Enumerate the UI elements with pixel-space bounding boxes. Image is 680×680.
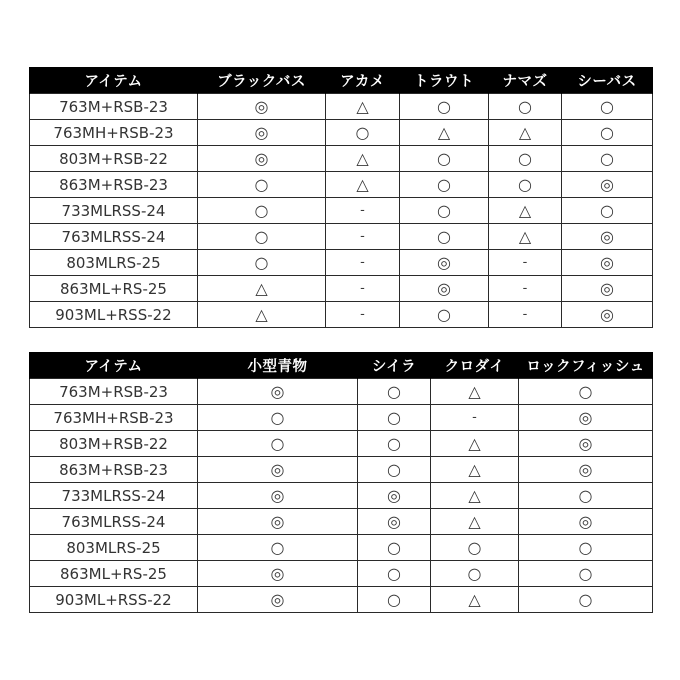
rating-cell: ○ bbox=[326, 120, 400, 146]
rating-cell: ◎ bbox=[198, 379, 358, 405]
rating-cell: ◎ bbox=[198, 120, 326, 146]
table-row bbox=[30, 172, 653, 198]
rating-cell: △ bbox=[431, 587, 519, 613]
rating-cell: ○ bbox=[400, 198, 489, 224]
table-header-row bbox=[30, 67, 653, 94]
rating-cell: △ bbox=[431, 457, 519, 483]
item-name-cell: 763M+RSB-23 bbox=[30, 379, 198, 405]
rating-cell: ○ bbox=[358, 431, 431, 457]
rating-cell: ◎ bbox=[562, 172, 653, 198]
rating-cell: △ bbox=[198, 276, 326, 302]
rating-cell: ◎ bbox=[400, 250, 489, 276]
rating-cell: - bbox=[326, 276, 400, 302]
rating-cell: ◎ bbox=[198, 457, 358, 483]
table-row bbox=[30, 198, 653, 224]
item-name-cell: 763MH+RSB-23 bbox=[30, 405, 198, 431]
rating-cell: ◎ bbox=[198, 146, 326, 172]
item-name-cell: 903ML+RSS-22 bbox=[30, 587, 198, 613]
species-rating-table-1 bbox=[29, 67, 653, 328]
rating-cell: - bbox=[489, 302, 562, 328]
header-kurodai: クロダイ bbox=[431, 352, 519, 379]
rating-cell: ◎ bbox=[198, 509, 358, 535]
rating-cell: ○ bbox=[562, 120, 653, 146]
rating-cell: △ bbox=[489, 224, 562, 250]
rating-cell: - bbox=[326, 198, 400, 224]
rating-cell: △ bbox=[326, 146, 400, 172]
rating-cell: ○ bbox=[562, 94, 653, 120]
rating-cell: ◎ bbox=[198, 483, 358, 509]
table-row bbox=[30, 94, 653, 120]
rating-cell: ○ bbox=[400, 146, 489, 172]
rating-cell: ○ bbox=[431, 535, 519, 561]
header-item: アイテム bbox=[30, 67, 198, 94]
table-row bbox=[30, 224, 653, 250]
item-name-cell: 863M+RSB-23 bbox=[30, 172, 198, 198]
rating-cell: ○ bbox=[198, 535, 358, 561]
item-name-cell: 863M+RSB-23 bbox=[30, 457, 198, 483]
header-black-bass: ブラックバス bbox=[198, 67, 326, 94]
table-row bbox=[30, 276, 653, 302]
rating-cell: ○ bbox=[400, 224, 489, 250]
rating-cell: ○ bbox=[358, 405, 431, 431]
rating-cell: ○ bbox=[198, 250, 326, 276]
rating-cell: - bbox=[326, 302, 400, 328]
rating-cell: ○ bbox=[358, 457, 431, 483]
rating-cell: - bbox=[326, 250, 400, 276]
rating-cell: ○ bbox=[519, 483, 653, 509]
table-row bbox=[30, 146, 653, 172]
rating-cell: △ bbox=[326, 94, 400, 120]
rating-cell: ○ bbox=[519, 587, 653, 613]
rating-cell: ○ bbox=[198, 224, 326, 250]
rating-cell: ○ bbox=[358, 561, 431, 587]
species-rating-table-2 bbox=[29, 352, 653, 613]
rating-cell: ◎ bbox=[562, 250, 653, 276]
rating-cell: ◎ bbox=[562, 302, 653, 328]
item-name-cell: 763MLRSS-24 bbox=[30, 224, 198, 250]
item-name-cell: 763MH+RSB-23 bbox=[30, 120, 198, 146]
rating-cell: ○ bbox=[358, 379, 431, 405]
table-row bbox=[30, 431, 653, 457]
header-trout: トラウト bbox=[400, 67, 489, 94]
rating-cell: ○ bbox=[400, 94, 489, 120]
rating-cell: △ bbox=[489, 198, 562, 224]
table-row bbox=[30, 535, 653, 561]
rating-cell: - bbox=[489, 250, 562, 276]
table-body bbox=[30, 94, 653, 328]
rating-cell: ○ bbox=[431, 561, 519, 587]
rating-cell: ○ bbox=[358, 535, 431, 561]
rating-cell: ○ bbox=[489, 146, 562, 172]
rating-cell: ○ bbox=[489, 172, 562, 198]
rating-cell: ○ bbox=[198, 431, 358, 457]
table-row bbox=[30, 405, 653, 431]
rating-cell: - bbox=[489, 276, 562, 302]
rating-cell: △ bbox=[489, 120, 562, 146]
table-row bbox=[30, 483, 653, 509]
item-name-cell: 903ML+RSS-22 bbox=[30, 302, 198, 328]
rating-cell: ◎ bbox=[198, 587, 358, 613]
item-name-cell: 763M+RSB-23 bbox=[30, 94, 198, 120]
rating-cell: ◎ bbox=[519, 405, 653, 431]
rating-cell: - bbox=[431, 405, 519, 431]
rating-cell: ○ bbox=[198, 198, 326, 224]
header-namazu: ナマズ bbox=[489, 67, 562, 94]
rating-cell: ◎ bbox=[562, 224, 653, 250]
table-row bbox=[30, 509, 653, 535]
item-name-cell: 803M+RSB-22 bbox=[30, 431, 198, 457]
rating-cell: △ bbox=[431, 431, 519, 457]
rating-cell: ○ bbox=[519, 561, 653, 587]
rating-cell: △ bbox=[326, 172, 400, 198]
header-shiira: シイラ bbox=[358, 352, 431, 379]
rating-cell: ○ bbox=[400, 172, 489, 198]
table-row bbox=[30, 302, 653, 328]
rating-cell: ◎ bbox=[519, 457, 653, 483]
item-name-cell: 863ML+RS-25 bbox=[30, 561, 198, 587]
table-row bbox=[30, 379, 653, 405]
rating-cell: ◎ bbox=[519, 431, 653, 457]
rating-cell: ◎ bbox=[400, 276, 489, 302]
rating-cell: △ bbox=[198, 302, 326, 328]
rating-cell: ○ bbox=[489, 94, 562, 120]
item-name-cell: 733MLRSS-24 bbox=[30, 198, 198, 224]
header-akame: アカメ bbox=[326, 67, 400, 94]
item-name-cell: 863ML+RS-25 bbox=[30, 276, 198, 302]
rating-cell: ○ bbox=[519, 379, 653, 405]
header-item: アイテム bbox=[30, 352, 198, 379]
rating-cell: △ bbox=[431, 379, 519, 405]
rating-cell: ◎ bbox=[562, 276, 653, 302]
rating-cell: ○ bbox=[562, 146, 653, 172]
rating-cell: △ bbox=[400, 120, 489, 146]
rating-cell: ○ bbox=[519, 535, 653, 561]
table-body bbox=[30, 379, 653, 613]
table-row bbox=[30, 250, 653, 276]
table-row bbox=[30, 457, 653, 483]
rating-cell: ◎ bbox=[198, 94, 326, 120]
rating-cell: ◎ bbox=[358, 483, 431, 509]
table-header-row bbox=[30, 352, 653, 379]
rating-cell: ◎ bbox=[519, 509, 653, 535]
rating-cell: △ bbox=[431, 509, 519, 535]
rating-cell: ○ bbox=[562, 198, 653, 224]
table-row bbox=[30, 120, 653, 146]
rating-cell: ○ bbox=[400, 302, 489, 328]
rating-cell: ○ bbox=[198, 405, 358, 431]
rating-cell: ◎ bbox=[358, 509, 431, 535]
item-name-cell: 763MLRSS-24 bbox=[30, 509, 198, 535]
header-small-bluefish: 小型青物 bbox=[198, 352, 358, 379]
rating-cell: ◎ bbox=[198, 561, 358, 587]
header-rockfish: ロックフィッシュ bbox=[519, 352, 653, 379]
rating-cell: ○ bbox=[198, 172, 326, 198]
table-row bbox=[30, 587, 653, 613]
item-name-cell: 803MLRS-25 bbox=[30, 250, 198, 276]
rating-cell: △ bbox=[431, 483, 519, 509]
table-row bbox=[30, 561, 653, 587]
item-name-cell: 803M+RSB-22 bbox=[30, 146, 198, 172]
header-seabass: シーバス bbox=[562, 67, 653, 94]
rating-cell: ○ bbox=[358, 587, 431, 613]
item-name-cell: 803MLRS-25 bbox=[30, 535, 198, 561]
rating-cell: - bbox=[326, 224, 400, 250]
item-name-cell: 733MLRSS-24 bbox=[30, 483, 198, 509]
